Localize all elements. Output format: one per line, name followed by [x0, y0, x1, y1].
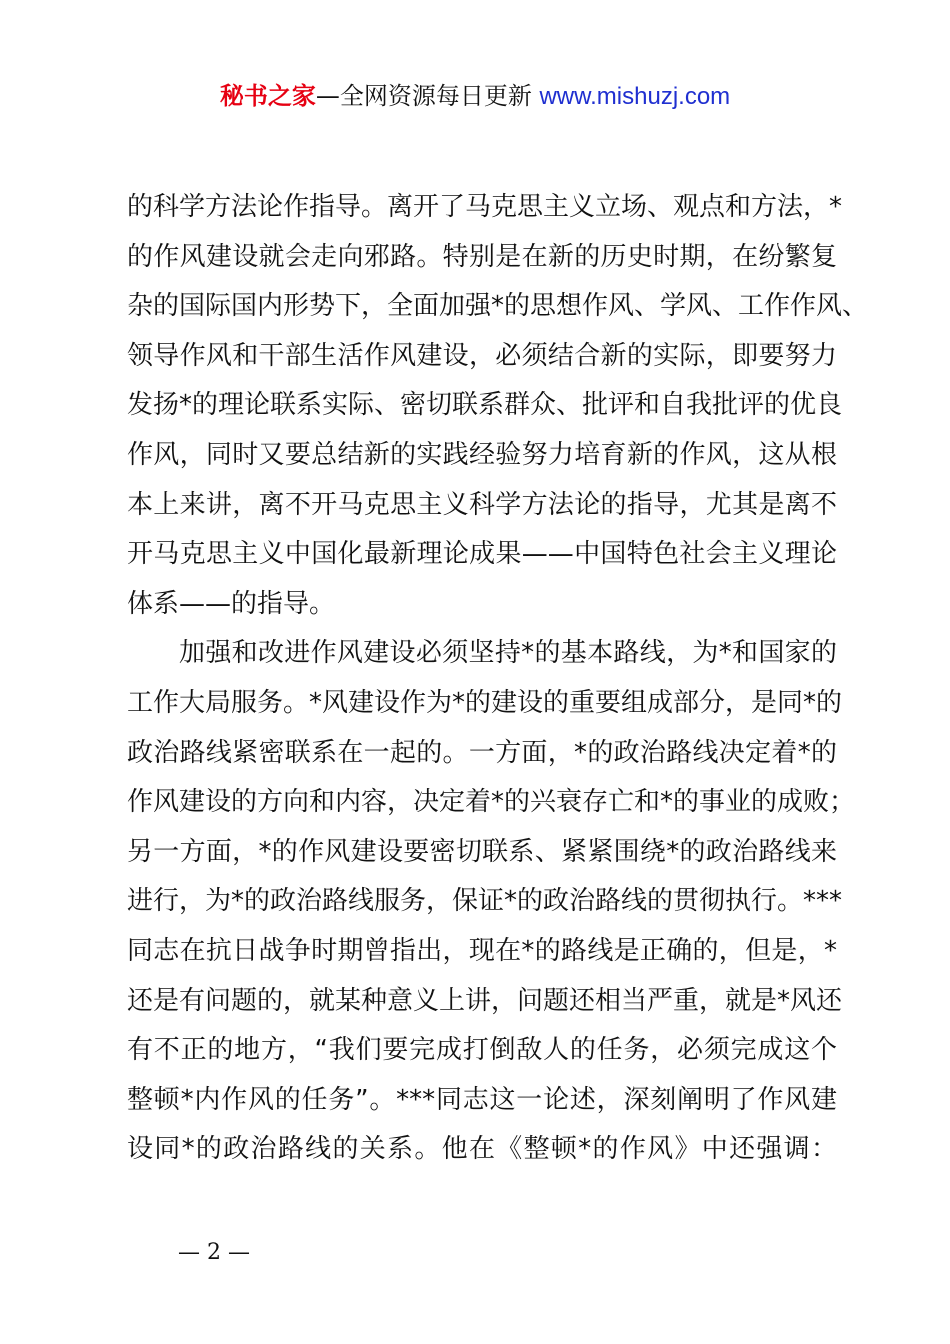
text-line: 体系——的指导。 — [127, 588, 336, 619]
page-header — [0, 80, 950, 113]
text-line: 领导作风和干部生活作风建设，必须结合新的实际，即要努力 — [127, 340, 837, 371]
text-line: 的科学方法论作指导。离开了马克思主义立场、观点和方法，* — [127, 192, 843, 222]
text-line: 整顿*内作风的任务”。***同志这一论述，深刻阐明了作风建 — [127, 1084, 837, 1115]
page-number: — 2 — — [178, 1240, 250, 1265]
text-line: 的作风建设就会走向邪路。特别是在新的历史时期，在纷繁复 — [127, 241, 837, 272]
text-line: 设同*的政治路线的关系。他在《整顿*的作风》中还强调： — [127, 1134, 837, 1165]
text-line: 政治路线紧密联系在一起的。一方面，*的政治路线决定着*的 — [127, 737, 837, 768]
text-line: 有不正的地方，“我们要完成打倒敌人的任务，必须完成这个 — [127, 1035, 837, 1066]
header-tagline: —全网资源每日更新 — [315, 82, 532, 110]
header-site-link[interactable]: www.mishuzj.com — [539, 83, 731, 110]
text-line: 开马克思主义中国化最新理论成果——中国特色社会主义理论 — [127, 539, 837, 570]
text-line: 进行，为*的政治路线服务，保证*的政治路线的贯彻执行。*** — [127, 886, 843, 917]
text-line: 作风，同时又要总结新的实践经验努力培育新的作风，这从根 — [127, 439, 837, 470]
text-line: 本上来讲，离不开马克思主义科学方法论的指导，尤其是离不 — [127, 489, 837, 520]
text-line: 同志在抗日战争时期曾指出，现在*的路线是正确的，但是，* — [127, 935, 837, 966]
header-brand: 秘书之家 — [219, 82, 316, 110]
text-line: 工作大局服务。*风建设作为*的建设的重要组成部分，是同*的 — [127, 687, 843, 718]
text-line: 发扬*的理论联系实际、密切联系群众、批评和自我批评的优良 — [127, 390, 843, 421]
text-line: 杂的国际国内形势下，全面加强*的思想作风、学风、工作作风、 — [127, 291, 869, 322]
document-body — [127, 183, 869, 1175]
text-line: 还是有问题的，就某种意义上讲，问题还相当严重，就是*风还 — [127, 985, 843, 1016]
paragraph-first-line: 加强和改进作风建设必须坚持*的基本路线，为*和国家的 — [179, 638, 837, 669]
text-line: 另一方面，*的作风建设要密切联系、紧紧围绕*的政治路线来 — [127, 836, 837, 867]
text-line: 作风建设的方向和内容，决定着*的兴衰存亡和*的事业的成败； — [127, 787, 856, 818]
